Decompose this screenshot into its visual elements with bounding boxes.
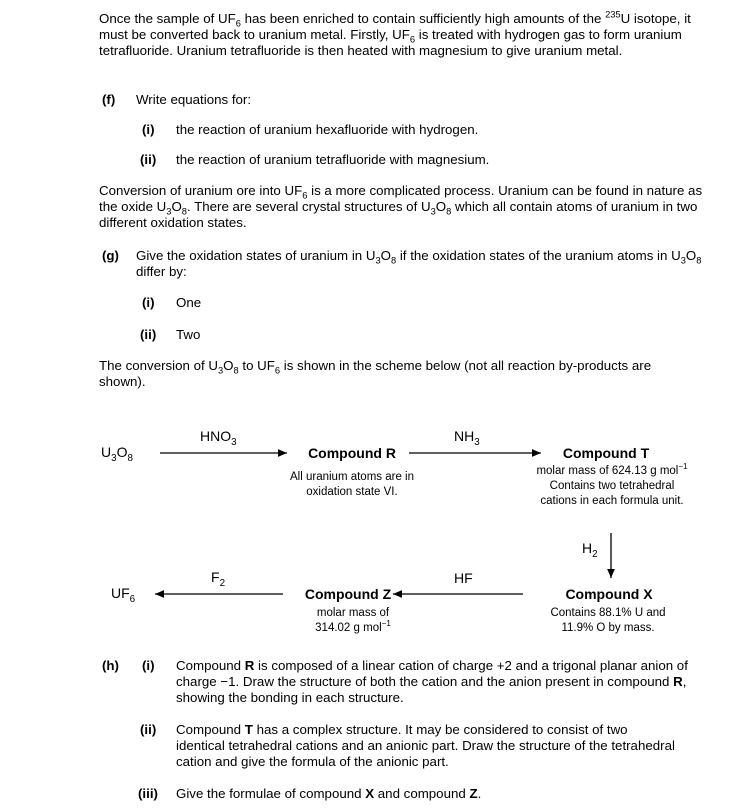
part-h-label: (h)	[102, 658, 119, 673]
compound-z-note: molar mass of 314.02 g mol$^{-1}$	[315, 607, 391, 634]
part-f-ii-label: (ii)	[140, 152, 157, 167]
part-f-ii-text: the reaction of uranium tetrafluoride with magnesium.	[176, 152, 490, 167]
compound-t-note: molar mass of 624.13 g mol$^{-1}$ Contains two tetrahedral cations in each formula unit.	[536, 462, 688, 507]
part-h-i-text: Compound R is composed of a linear cation of charge +2 and a trigonal planar anion of charge −1. Draw the structure of both the cation and the anion present in compound R, showing the bonding in each structure.	[176, 658, 688, 705]
hno3-reagent: $HNO_3$	[200, 428, 237, 448]
part-g-ii-text: Two	[176, 327, 201, 342]
compound-x-name: Compound X	[565, 586, 653, 602]
conversion-paragraph: Conversion of uranium ore into $UF_6$ is a more complicated process. Uranium can be found in nature as the oxide $U_3O_8$. There are several crystal structures of $U_3O_8$ which all contain atoms of uranium in two different oxidation states.	[99, 183, 703, 230]
part-h-i-label: (i)	[142, 658, 155, 673]
part-h-ii-text: Compound T has a complex structure. It may be considered to consist of two identical tetrahedral cations and an anionic part. Draw the structure of the tetrahedral cation and give the formula of the anionic part.	[176, 722, 675, 769]
part-g-prompt: Give the oxidation states of uranium in $U_3O_8$ if the oxidation states of the uranium atoms in $U_3O_8$ differ by:	[136, 248, 702, 279]
hf-reagent: HF	[454, 570, 473, 586]
h2-reagent: $H_2$	[582, 540, 598, 560]
uf6-formula: $UF_6$	[111, 585, 136, 605]
part-f-i-text: the reaction of uranium hexafluoride with hydrogen.	[176, 122, 479, 137]
scheme-intro: The conversion of $U_3O_8$ to $UF_6$ is shown in the scheme below (not all reaction by-products are shown).	[99, 358, 652, 389]
compound-r-note: All uranium atoms are in oxidation state VI.	[290, 471, 414, 498]
nh3-reagent: $NH_3$	[454, 428, 480, 448]
part-f-i-label: (i)	[142, 122, 155, 137]
part-g-i-label: (i)	[142, 295, 155, 310]
part-g-ii-label: (ii)	[140, 327, 157, 342]
part-g-label: (g)	[102, 248, 119, 263]
u3o8-formula: $U_3O_8$	[101, 444, 133, 464]
part-f-label: (f)	[102, 92, 116, 107]
compound-r-name: Compound R	[308, 445, 396, 461]
part-h-iii-label: (iii)	[138, 786, 158, 801]
intro-paragraph: Once the sample of $UF_6$ has been enriched to contain sufficiently high amounts of the $^{235}$U isotope, it must be converted back to uranium metal. Firstly, $UF_6$ is treated with hydrogen gas to form uranium tetrafluoride. Uranium tetrafluoride is then heated with magnesium to give uranium metal.	[99, 9, 691, 58]
part-g-i-text: One	[176, 295, 202, 310]
part-h-iii-text: Give the formulae of compound X and compound Z.	[176, 786, 482, 801]
compound-z-name: Compound Z	[304, 586, 392, 602]
part-h-ii-label: (ii)	[140, 722, 157, 737]
compound-t-name: Compound T	[562, 445, 650, 461]
part-f-prompt: Write equations for:	[136, 92, 252, 107]
f2-reagent: $F_2$	[211, 569, 226, 589]
compound-x-note: Contains 88.1% U and 11.9% O by mass.	[550, 607, 666, 634]
